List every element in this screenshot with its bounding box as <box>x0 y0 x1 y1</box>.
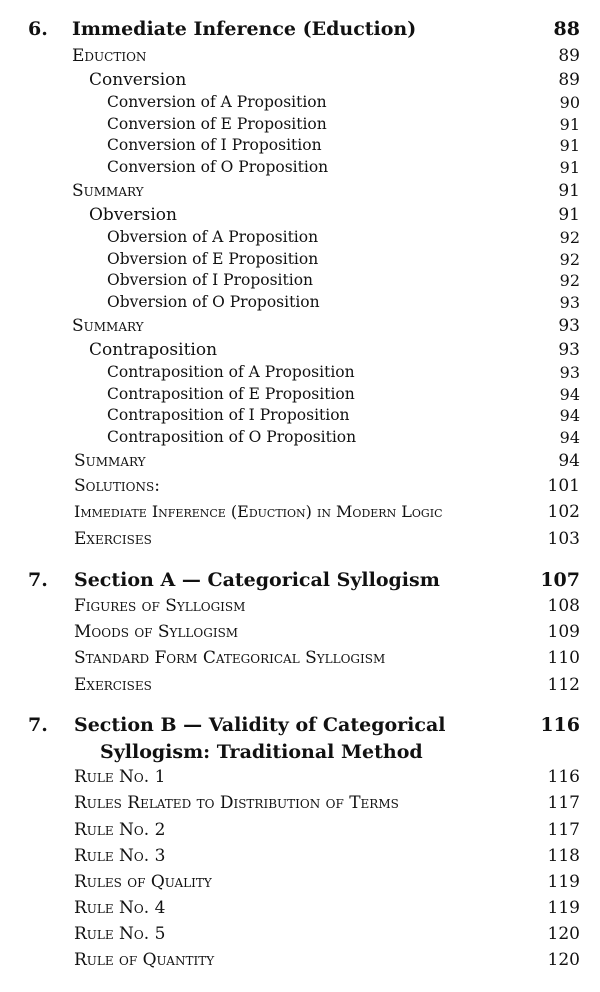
entry-label: Summary <box>72 316 144 336</box>
entry-page: 94 <box>559 385 580 404</box>
entry-page: 109 <box>547 622 580 642</box>
entry-page: 112 <box>547 675 580 695</box>
entry-label: Eduction <box>72 46 147 66</box>
chapter-number: 7. <box>28 714 48 736</box>
entry-page: 93 <box>559 363 580 382</box>
entry-label: Summary <box>72 181 144 201</box>
entry-label: Contraposition of I Proposition <box>107 406 350 424</box>
entry-label: Rules Related to Distribution of Terms <box>74 793 399 813</box>
entry-label: Contraposition <box>89 340 218 360</box>
entry-label: Rule No. 4 <box>74 898 166 918</box>
entry-page: 91 <box>558 181 580 201</box>
entry-page: 120 <box>547 924 580 944</box>
entry-page: 91 <box>559 136 580 155</box>
chapter-number: 6. <box>28 18 48 40</box>
entry-label: Obversion <box>89 205 177 225</box>
entry-label: Obversion of E Proposition <box>107 250 319 268</box>
entry-page: 90 <box>559 93 580 112</box>
entry-page: 103 <box>547 529 580 549</box>
entry-page: 91 <box>559 158 580 177</box>
entry-label: Conversion of E Proposition <box>107 115 327 133</box>
entry-page: 118 <box>547 846 580 866</box>
entry-label: Rule No. 3 <box>74 846 166 866</box>
chapter-page: 88 <box>553 18 580 40</box>
entry-page: 116 <box>547 767 580 787</box>
entry-label: Obversion of O Proposition <box>107 293 320 311</box>
entry-page: 94 <box>558 451 580 471</box>
entry-page: 91 <box>558 205 580 225</box>
entry-label: Conversion of O Proposition <box>107 158 329 176</box>
chapter-page: 116 <box>540 714 580 736</box>
entry-page: 101 <box>547 476 580 496</box>
entry-page: 102 <box>547 502 580 522</box>
entry-label: Summary <box>74 451 146 471</box>
entry-label: Exercises <box>74 529 152 549</box>
entry-label: Moods of Syllogism <box>74 622 239 642</box>
entry-page: 94 <box>559 406 580 425</box>
entry-label: Obversion of A Proposition <box>107 228 319 246</box>
entry-page: 117 <box>547 820 580 840</box>
entry-page: 93 <box>558 340 580 360</box>
entry-page: 89 <box>558 46 580 66</box>
entry-label: Rule No. 1 <box>74 767 166 787</box>
entry-label: Solutions: <box>74 476 160 496</box>
chapter-number: 7. <box>28 569 48 591</box>
entry-label: Contraposition of O Proposition <box>107 428 357 446</box>
entry-label: Exercises <box>74 675 152 695</box>
chapter-page: 107 <box>540 569 580 591</box>
entry-label: Rules of Quality <box>74 872 212 892</box>
chapter-title-line2: Syllogism: Traditional Method <box>100 741 423 763</box>
entry-label: Conversion of A Proposition <box>107 93 327 111</box>
chapter-title: Section A — Categorical Syllogism <box>74 569 440 591</box>
entry-page: 92 <box>559 228 580 247</box>
entry-label: Standard Form Categorical Syllogism <box>74 648 386 668</box>
entry-page: 94 <box>559 428 580 447</box>
entry-label: Rule No. 5 <box>74 924 166 944</box>
entry-label: Rule of Quantity <box>74 950 215 970</box>
entry-page: 117 <box>547 793 580 813</box>
chapter-title: Immediate Inference (Eduction) <box>72 18 417 40</box>
entry-label: Contraposition of A Proposition <box>107 363 355 381</box>
entry-page: 93 <box>558 316 580 336</box>
entry-page: 92 <box>559 271 580 290</box>
entry-label: Contraposition of E Proposition <box>107 385 355 403</box>
entry-label: Rule No. 2 <box>74 820 166 840</box>
entry-page: 91 <box>559 115 580 134</box>
entry-page: 89 <box>558 70 580 90</box>
entry-label: Obversion of I Proposition <box>107 271 314 289</box>
entry-page: 119 <box>547 872 580 892</box>
entry-page: 119 <box>547 898 580 918</box>
chapter-title-line1: Section B — Validity of Categorical <box>74 714 446 736</box>
entry-page: 108 <box>547 596 580 616</box>
entry-page: 110 <box>547 648 580 668</box>
entry-label: Conversion <box>89 70 187 90</box>
entry-label: Figures of Syllogism <box>74 596 246 616</box>
entry-label: Conversion of I Proposition <box>107 136 322 154</box>
entry-page: 93 <box>559 293 580 312</box>
entry-label: Immediate Inference (Eduction) in Modern Logic <box>74 502 443 521</box>
entry-page: 120 <box>547 950 580 970</box>
entry-page: 92 <box>559 250 580 269</box>
